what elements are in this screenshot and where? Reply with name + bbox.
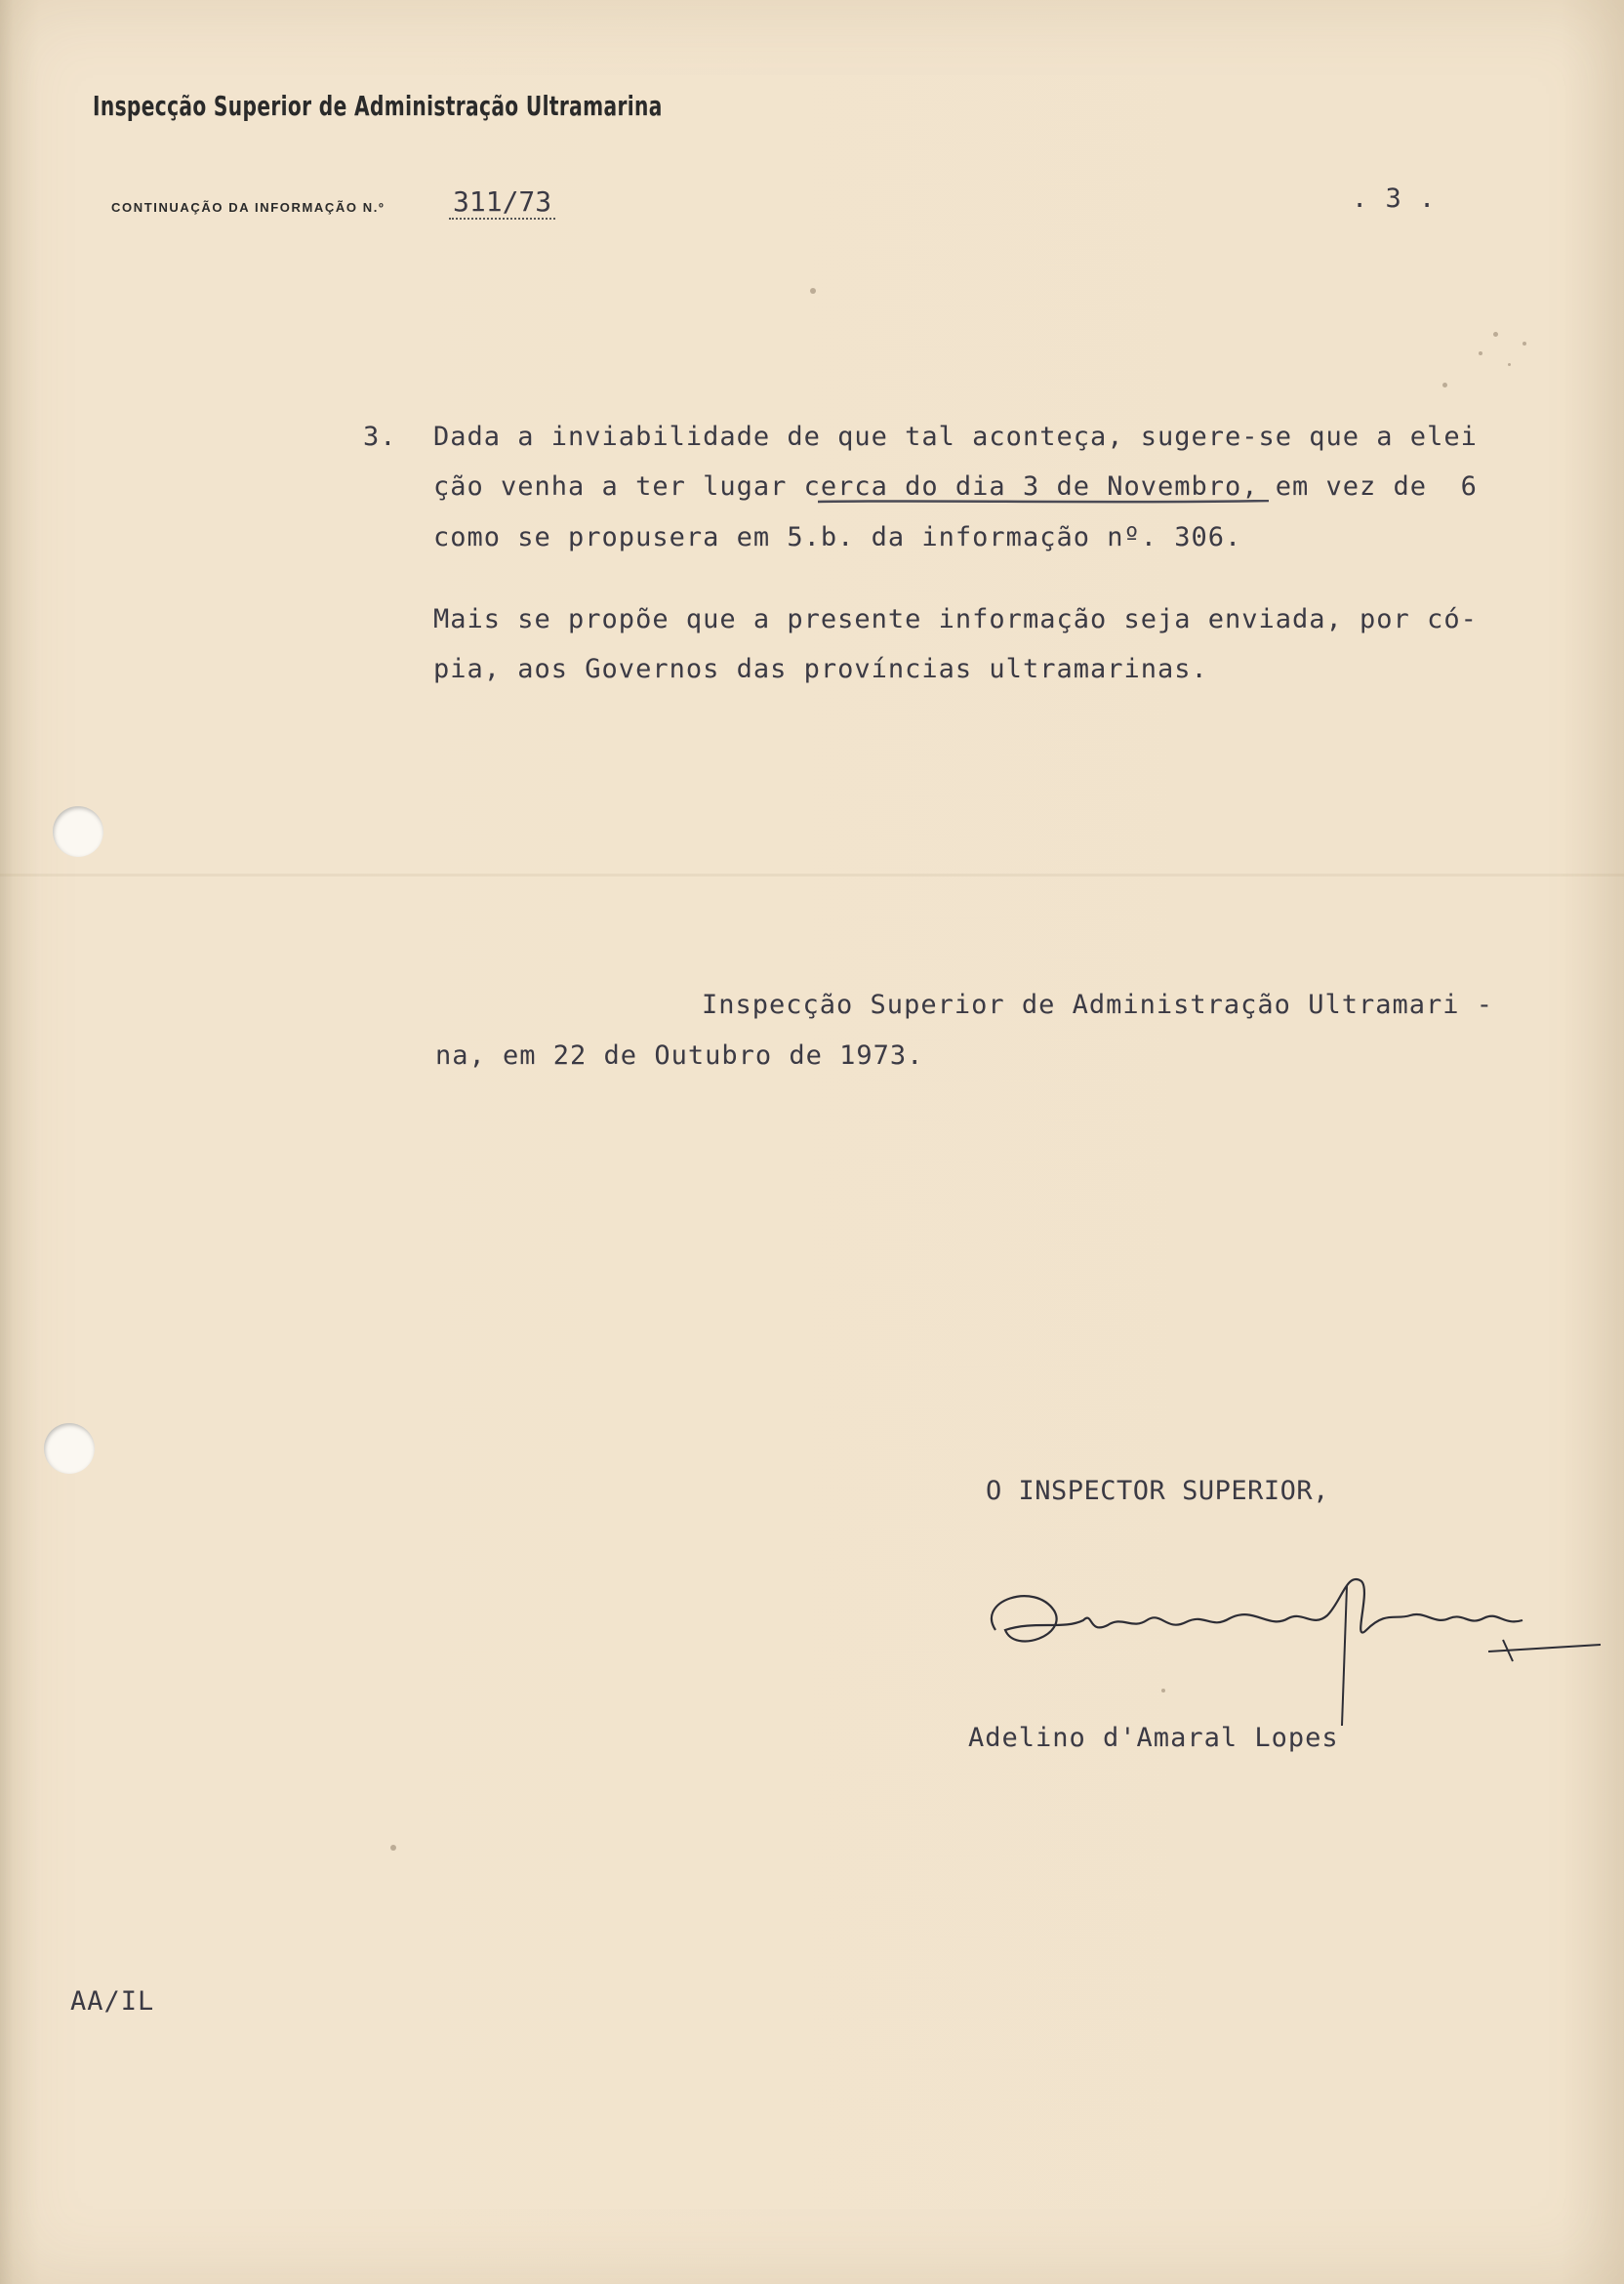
paper-speck (390, 1845, 396, 1851)
paper-speck (1522, 342, 1526, 346)
paper-speck (1442, 383, 1447, 387)
body-line: Dada a inviabilidade de que tal aconteça, sugere-se que a elei (433, 422, 1478, 452)
paper-fold (0, 874, 1624, 877)
body-line: como se propusera em 5.b. da informação nº. 306. (433, 522, 1242, 552)
letterhead-organization: Inspecção Superior de Administração Ultramarina (93, 90, 663, 122)
paper-speck (1161, 1689, 1165, 1693)
paragraph-number: 3. (363, 422, 397, 452)
closing-title: O INSPECTOR SUPERIOR, (986, 1476, 1329, 1506)
dateline-line-1: Inspecção Superior de Administração Ultramari - (702, 990, 1494, 1020)
continuation-label: CONTINUAÇÃO DA INFORMAÇÃO N.º (111, 200, 386, 215)
signer-name: Adelino d'Amaral Lopes (968, 1723, 1339, 1753)
paper-speck (1508, 363, 1511, 366)
body-line: ção venha a ter lugar cerca do dia 3 de Novembro, em vez de 6 (433, 471, 1478, 502)
handwritten-underline (818, 500, 1269, 504)
paper-speck (810, 288, 816, 294)
handwritten-signature (976, 1562, 1601, 1737)
page-number: . 3 . (1352, 184, 1437, 214)
body-line: Mais se propõe que a presente informação seja enviada, por có- (433, 604, 1478, 634)
body-line: pia, aos Governos das províncias ultramarinas. (433, 654, 1208, 684)
continuation-number: 311/73 (449, 185, 555, 220)
paper-speck (1479, 351, 1482, 355)
punch-hole (44, 1423, 95, 1474)
paper-speck (1493, 332, 1498, 337)
typist-initials: AA/IL (70, 1986, 155, 2017)
punch-hole (53, 806, 103, 857)
dateline-line-2: na, em 22 de Outubro de 1973. (435, 1040, 924, 1071)
